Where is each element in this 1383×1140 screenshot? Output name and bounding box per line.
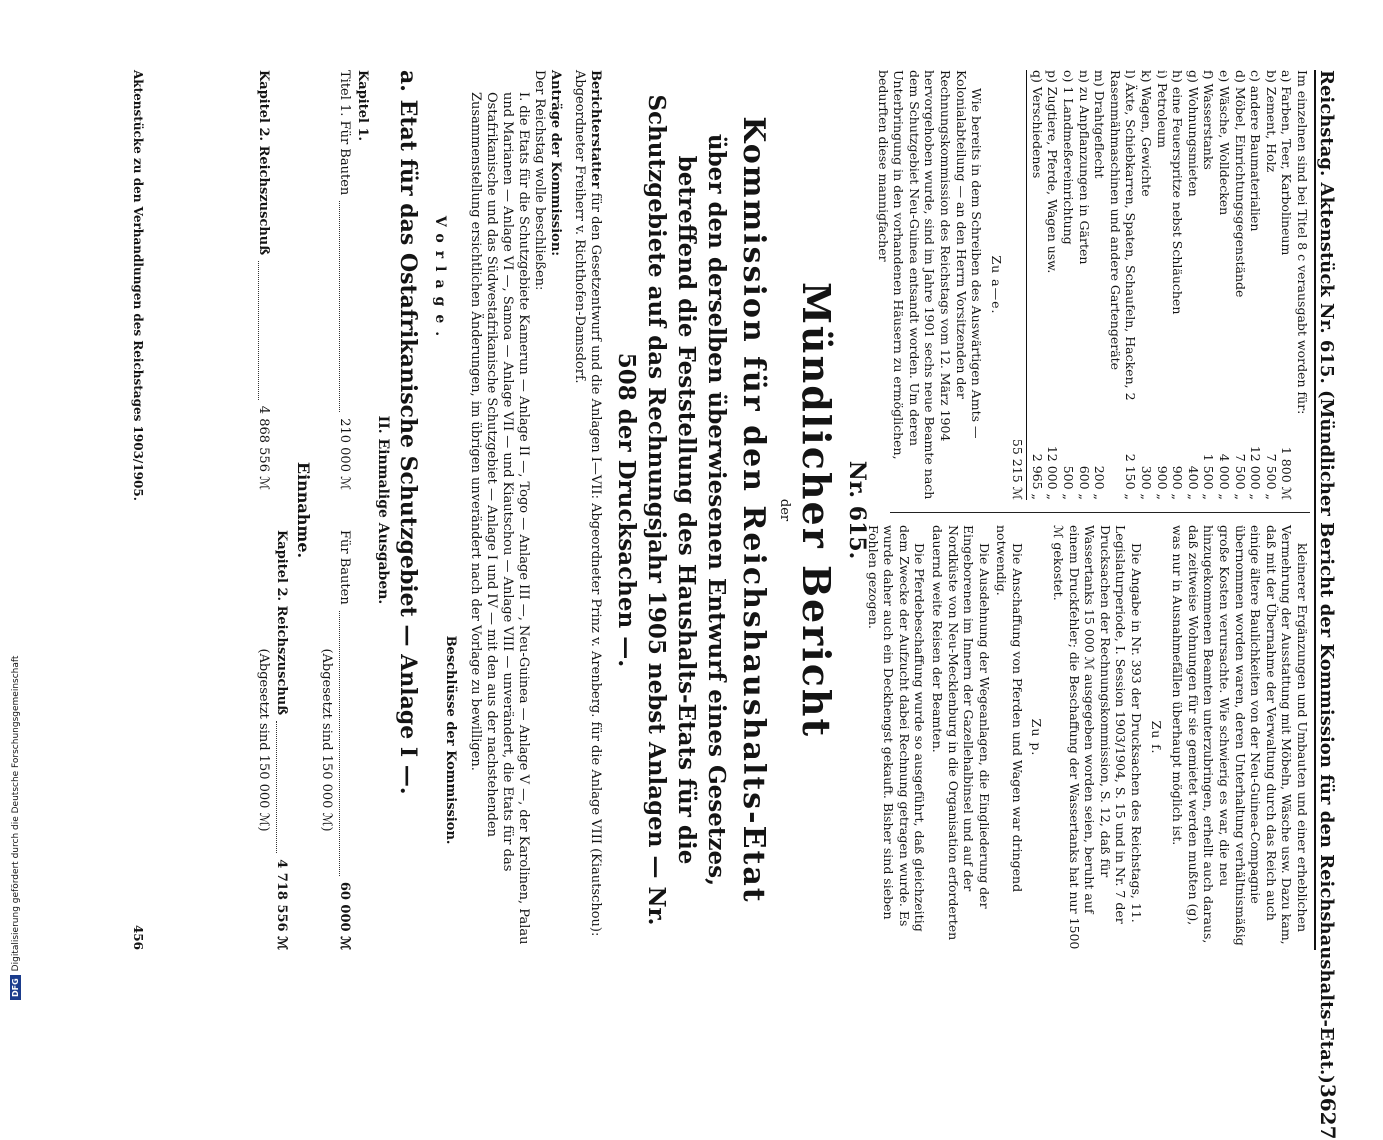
section-II-heading: II. Einmalige Ausgaben.: [375, 415, 391, 605]
kapitel2-right-row: [272, 530, 290, 950]
kapitel2-left-label: Kapitel 2. Reichszuschuß: [256, 70, 271, 256]
expense-item-amount: 1 800 ℳ: [1279, 446, 1295, 500]
paragraph-p2: Die Ausdehnung der Wegeanlagen, die Eingliederung der Eingeborenen im Innern der Gazellehalbinsel und auf der Nordküste von Neu-Mecklenburg in die Organisation erforderten dauernd weite Reisen der Beamten.: [929, 525, 992, 941]
titel1-right-amount: 60 000 ℳ: [337, 881, 352, 950]
expense-item-amount: 12 000 „: [1045, 445, 1061, 500]
document-subtitle: Kommission für den Reichshaushalts-Etat: [736, 116, 771, 904]
titel1-right-label: Für Bauten: [337, 530, 352, 605]
expense-item-amount: 500 „: [1061, 465, 1077, 500]
expense-total: 55 215 ℳ: [1010, 70, 1028, 500]
titel1-left-amount: 210 000 ℳ: [337, 418, 352, 490]
header-title: Reichstag. Aktenstück Nr. 615. (Mündlicher Bericht der Kommission für den Reichshaushalts-Etat.): [1316, 70, 1337, 1084]
expense-item: [1138, 70, 1154, 500]
paragraph-continued: kleinerer Ergänzungen und Umbauten und einer erheblichen Vermehrung der Ausstattung mit Möbeln, Wäsche usw. Dazu kam, daß mit der Übernahme der Verwaltung durch das Reich auch einige ältere Baulichkeiten von der Neu-Guinea-Compagnie übernommen worden waren, deren Unterhaltung verhältnismäßig große Kosten verursachte. Wie schwierig es war, die neu hinzugekommenen Beamten unterzubringen, erhellt auch daraus, daß zeitweise Wohnungen für sie gemietet werden mußten (g), was nur in Ausnahmefällen überhaupt möglich ist.: [1170, 525, 1310, 946]
rotated-page: [110, 70, 1340, 1140]
expense-item-amount: 200 „: [1092, 465, 1108, 500]
vorlage-label: Vorlage.: [432, 215, 448, 345]
titel1-right-row: [335, 530, 353, 950]
expense-item-amount: 1 500 „: [1201, 453, 1217, 500]
expense-item: [1107, 70, 1138, 500]
expense-item: [1092, 70, 1108, 500]
expense-item: [1170, 70, 1186, 500]
subheading-f: Zu f.: [1148, 720, 1164, 755]
expense-item: [1076, 70, 1092, 500]
expense-item: [1263, 70, 1279, 500]
expense-item-amount: 7 500 „: [1263, 453, 1279, 500]
expense-item: [1154, 70, 1170, 500]
reporter-label: Berichterstatter: [588, 70, 603, 189]
kapitel2-left-amount: 4 868 556 ℳ: [256, 405, 271, 490]
expense-item-label: b) Zement, Holz: [1263, 70, 1279, 173]
footer-page-number: 456: [131, 924, 145, 950]
expense-item: [1185, 70, 1201, 500]
document-number: Nr. 615.: [844, 460, 870, 560]
expense-item-amount: 900 „: [1154, 465, 1170, 500]
expense-item-label: l) Äxte, Schiebkarren, Spaten, Schaufeln, Hacken, 2 Rasenmähmaschinen und andere Gartengeräte: [1107, 70, 1139, 401]
header-page-number: 3627: [1316, 1083, 1340, 1140]
kapitel2-left-row: [254, 70, 290, 490]
commission-resolutions-label: Beschlüsse der Kommission.: [443, 635, 458, 845]
expense-item-amount: 4 000 „: [1217, 453, 1233, 500]
titel1-left-label: Titel 1. Für Bauten: [337, 70, 352, 196]
expense-item-amount: 7 500 „: [1232, 453, 1248, 500]
motions-intro: Der Reichstag wolle beschließen:: [532, 70, 547, 291]
title-connector: der: [777, 498, 792, 522]
footer-source: Aktenstücke zu den Verhandlungen des Reichstages 1903/1905.: [131, 70, 145, 501]
document-title: Mündlicher Bericht: [794, 281, 839, 739]
column-divider: [890, 512, 1310, 513]
expense-list: [1029, 70, 1294, 500]
expense-item-label: e) Wäsche, Wolldecken: [1217, 70, 1233, 216]
expense-item-amount: 12 000 „: [1248, 445, 1264, 500]
einnahme-heading: Einnahme.: [294, 461, 313, 559]
subheading-a-e: Zu a—e.: [988, 255, 1004, 315]
expense-item-label: d) Möbel, Einrichtungsgegenstände: [1232, 70, 1248, 298]
expense-item: [1201, 70, 1217, 500]
motion-I: I. die Etats für die Schutzgebiete Kamerun — Anlage II —, Togo — Anlage III —, Neu-Guinea — Anlage V —, der Karolinen, Palau und Marianen — Anlage VI —, Samoa — Anlage VII — und Kiautschou — Anlage VIII — unverändert, die Etats für das Ostafrikanische und das Südwestafrikanische Schutzgebiet — Anlage I und IV — mit den aus der nachstehenden Zusammenstellung ersichtlichen Änderungen, im übrigen unverändert nach der Vorlage zu bewilligen.: [468, 92, 531, 945]
paragraph-a-e: Wie bereits in dem Schreiben des Auswärtigen Amts — Kolonialabteilung — an den Herrn Vorsitzenden der Rechnungskommission des Reichstags vom 12. März 1904 hervorgehoben wurde, sind im Jahre 1901 sechs neue Beamte nach dem Schutzgebiet Neu-Guinea entsandt worden. Um deren Unterbringung in den vorhandenen Häusern zu ermöglichen, bedurften diese mannigfacher: [875, 70, 985, 500]
expense-item-amount: 900 „: [1170, 465, 1186, 500]
expense-item-label: a) Farben, Teer, Karbolineum: [1279, 70, 1295, 256]
expense-item: [1029, 70, 1045, 500]
expense-item-label: g) Wohnungsmieten: [1185, 70, 1201, 197]
expense-item-label: o) 1 Landmeßereinrichtung: [1061, 70, 1077, 245]
expense-item-amount: 600 „: [1076, 465, 1092, 500]
expense-item-label: q) Verschiedenes: [1029, 70, 1045, 179]
kapitel1-label: Kapitel 1.: [355, 70, 370, 142]
expense-item-amount: 2 150 „: [1123, 453, 1139, 500]
expense-item-label: c) andere Baumaterialien: [1248, 70, 1264, 232]
expense-item-label: p) Zugtiere, Pferde, Wagen usw.: [1045, 70, 1061, 274]
paragraph-p1: Die Anschaffung von Pferden und Wagen war dringend notwendig.: [994, 525, 1025, 893]
paragraph-p3: Die Pferdebeschaffung wurde so ausgeführt, daß gleichzeitig dem Zwecke der Aufzucht dabei Rechnung getragen wurde. Es wurde daher auch ein Deckhengst gekauft. Bisher sind sieben Fohlen gezogen.: [865, 525, 928, 932]
expense-item-label: h) eine Feuerspritze nebst Schläuchen: [1170, 70, 1186, 315]
digitization-credit: [10, 656, 21, 1000]
expense-intro: Im einzelnen sind bei Titel 8 c verausgabt worden für:: [1295, 70, 1310, 415]
expense-item: [1248, 70, 1264, 500]
reporters: [571, 70, 603, 950]
expense-item-label: i) Petroleum: [1154, 70, 1170, 148]
expense-item-amount: 2 965 „: [1029, 453, 1045, 500]
expense-item: [1061, 70, 1077, 500]
expense-item: [1232, 70, 1248, 500]
kapitel2-right-label: Kapitel 2. Reichszuschuß: [274, 530, 289, 716]
running-header: [1314, 70, 1340, 1140]
paragraph-f: Die Angabe in Nr. 393 der Drucksachen des Reichstags, 11. Legislaturperiode, I. Session 1903/1904, S. 15 und in Nr. 7 der Drucksachen der Rechnungskommission, S. 12, daß für Wassertanks 15 000 ℳ ausgegeben worden seien, beruht auf einem Druckfehler; die Beschaffung der Wassertanks hat nur 1500 ℳ gekostet.: [1051, 525, 1145, 950]
expense-item-amount: 400 „: [1185, 465, 1201, 500]
digitization-credit-text: Digitalisierung gefördert durch die Deutsche Forschungsgemeinschaft: [10, 655, 21, 972]
titel1-right-note: (Abgesetzt sind 150 000 ℳ): [319, 648, 334, 832]
right-column: [863, 525, 1310, 950]
document-subtitle-detail: über den derselben überwiesenen Entwurf eines Gesetzes, betreffend die Feststellung des Haushalts-Etats für die Schutzgebiete auf das Rechnungsjahr 1905 nebst Anlagen — Nr. 508 der Drucksachen —.: [613, 94, 730, 926]
subheading-p: Zu p.: [1029, 718, 1045, 757]
expense-item: [1045, 70, 1061, 500]
kapitel2-right-note: (Abgesetzt sind 150 000 ℳ): [256, 648, 271, 832]
page-footer: [131, 70, 145, 950]
left-column: [873, 70, 1310, 500]
motions-heading: Anträge der Kommission:: [548, 70, 563, 257]
main-report: [254, 70, 870, 950]
reporter-text: für den Gesetzentwurf und die Anlagen I—VII: Abgeordneter Prinz v. Arenberg. für die Anlage VIII (Kiautschou): Abgeordneter Freiherr v. Richthofen-Damsdorf.: [572, 70, 603, 937]
expense-item-label: k) Wagen, Gewichte: [1139, 70, 1155, 197]
expense-item-label: f) Wasserstanks: [1201, 70, 1217, 170]
expense-item: [1216, 70, 1232, 500]
expense-item-amount: 300 „: [1139, 465, 1155, 500]
expense-item-label: n) zu Anpflanzungen in Gärten: [1076, 70, 1092, 265]
kapitel2-right-amount: 4 718 556 ℳ: [274, 859, 289, 950]
etat-heading: a. Etat für das Ostafrikanische Schutzgebiet — Anlage I —.: [395, 70, 421, 795]
titel1-left-row: [335, 70, 353, 490]
dfg-logo: DFG: [10, 975, 21, 1000]
expense-item-label: m) Drahtgeflecht: [1092, 70, 1108, 179]
expense-item: [1279, 70, 1295, 500]
